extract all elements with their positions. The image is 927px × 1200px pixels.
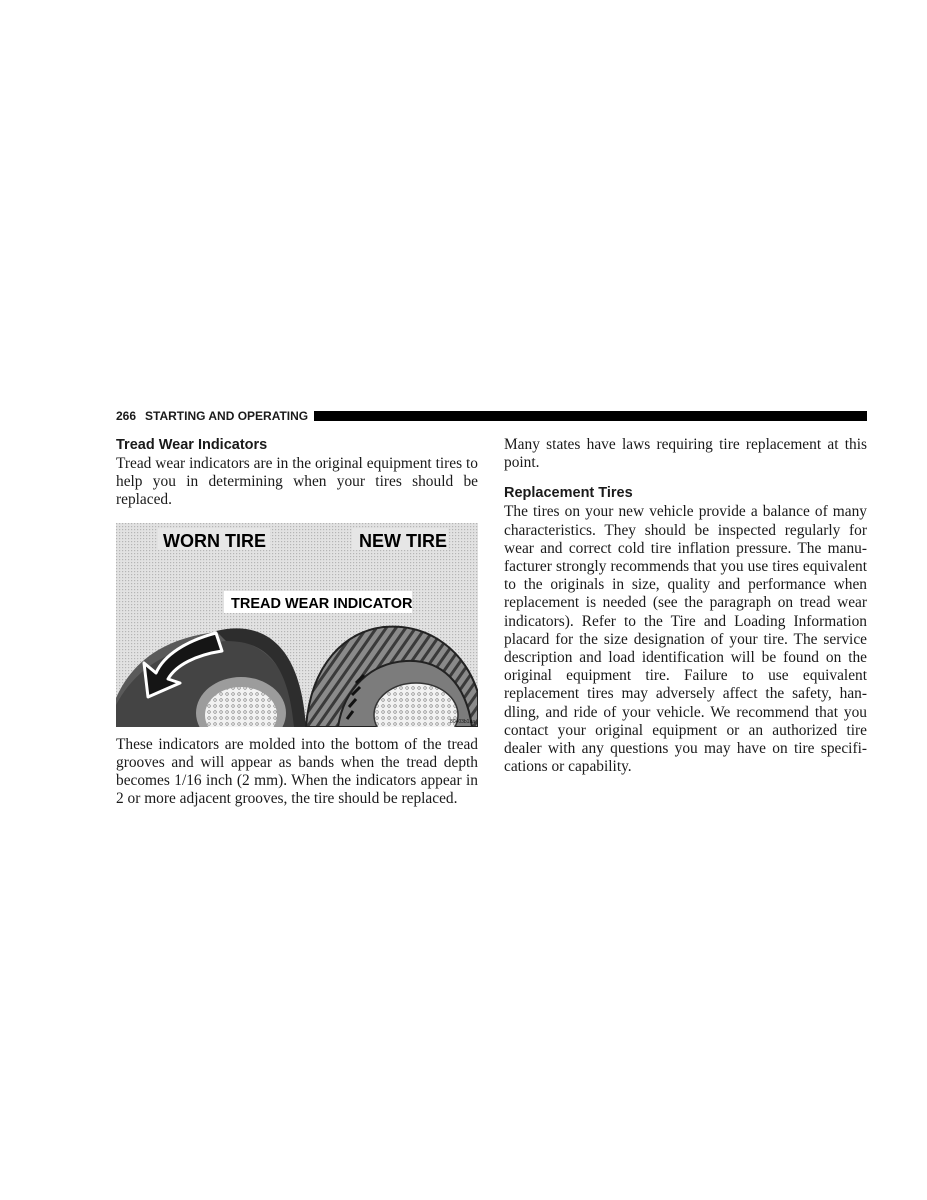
right-column	[504, 436, 867, 776]
page-number: 266	[116, 409, 137, 423]
tread-wear-intro: Tread wear indicators are in the original equipment tires to help you in determining when your tires should be replaced.	[116, 455, 478, 509]
section-title: STARTING AND OPERATING	[145, 409, 309, 423]
left-column	[116, 436, 478, 808]
tread-wear-indicator-label: TREAD WEAR INDICATOR	[231, 595, 413, 612]
tire-illustration	[116, 523, 478, 727]
replacement-tires-body: The tires on your new vehicle provide a balance of many characteristics. They should be inspected regularly for wear and correct cold tire inflation pressure. The manufacturer strongly recommends that you use tires equivalent to the originals in size, quality and performance when replacement is needed (see the paragraph on tread wear indicators). Refer to the Tire and Loading Information placard for the size designation of your tire. The service description and load identification will be found on the original equipment tire. Failure to use equivalent replacement tires may adversely affect the safety, handling, and ride of your vehicle. We recommend that you contact your original equipment or an authorized tire dealer with any questions you may have on tire specifications or capability.	[504, 503, 867, 776]
replacement-tires-heading: Replacement Tires	[504, 485, 633, 502]
tread-wear-heading: Tread Wear Indicators	[116, 437, 268, 453]
header-rule	[314, 411, 867, 421]
running-header	[116, 408, 867, 424]
new-tire-label: NEW TIRE	[359, 530, 447, 551]
worn-tire-label: WORN TIRE	[163, 530, 266, 551]
figure-code: 80403b1aa	[450, 718, 476, 725]
tread-wear-body: These indicators are molded into the bottom of the tread grooves and will appear as bands when the tread depth becomes 1/16 inch (2 mm). When the indicators appear in 2 or more adjacent grooves, the tire should be replaced.	[116, 735, 478, 808]
replacement-law-note: Many states have laws requiring tire replacement at this point.	[504, 436, 867, 472]
